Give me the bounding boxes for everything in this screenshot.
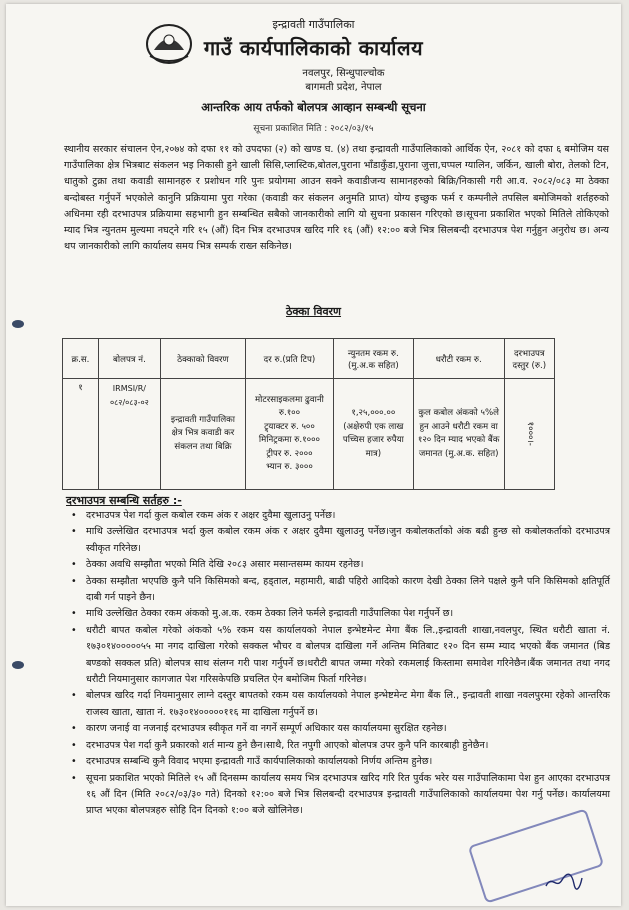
contract-section-title: ठेक्का विवरण	[285, 305, 342, 318]
bullet-icon: •	[71, 690, 77, 702]
col-fee: दरभाउपत्र दस्तुर (रु.)	[504, 339, 554, 379]
condition-text: बोलपत्र खरिद गर्दा नियमानुसार लाग्ने दस्तुर बापतको रकम यस कार्यालयको नेपाल इन्भेष्टमेन्ट मेगा बैंक लि., इन्द्रावती शाखा नवलपुरमा रहेको आन्तरिक राजस्व खाता, खाता नं. १७३०१४०००००११६ मा दाखिला गर्नुपर्ने छ।	[86, 690, 610, 718]
intro-paragraph: स्थानीय सरकार संचालन ऐन,२०७४ को दफा ११ को उपदफा (२) को खण्ड घ. (४) तथा इन्द्रावती गाउँपालिकाको आर्थिक ऐन, २०८१ को दफा ६ बमोजिम यस गाउँपालिका क्षेत्र भित्रबाट संकलन भइ निकासी हुने खाली सिसि,प्लास्टिक,बोतल,पुराना भाँडाकुँडा,पुराना जुत्ता,चप्पल ग्यालिन, जर्किन, खाली बोरा, तेलको टिन, धातुको टुक्रा तथा कवाडी सामानहरु र प्रशोधन गरि पुनः प्रयोगमा आउन सक्ने कवाडीजन्य सामानहरुको बिक्रि/निकासी गरी आ.व. २०८२/०८३ मा ठेक्का बन्दोबस्त गर्नुपर्ने भएकोले कानुनि प्रक्रियामा पुरा गरेका (कवाडी कर संकलन अनुमति प्राप्त) योग्य इच्छुक फर्म र कम्पनीले तपसिल बमोजिमको शर्तहरुको अधिनमा रही दरभाउपत्र प्रक्रियामा सहभागी हुन सम्बन्धित सबैको जानकारीको लागि यो सुचना प्रकासन गरिएको छ।सूचना प्रकाशित भएको मितिले तोकिएको म्याद भित्र न्युनतम मुल्यमा नघट्ने गरि १५ (औं) दिन भित्र दरभाउपत्र खरिद गरि १६ (औं) १२:०० बजे भित्र सिलबन्दी दरभाउपत्र पेश गर्नुहुन अनुरोध छ। अन्य थप जानकारीको लागि कार्यालय समय भित्र सम्पर्क राख्न सकिनेछ।	[64, 144, 609, 253]
rate-line: मिनिट्रकमा रु.१०००	[258, 435, 321, 445]
list-item	[62, 623, 610, 689]
cell-deposit: कुल कबोल अंकको ५%ले हुन आउने धरौटी रकम वा १२० दिन म्याद भएको बैंक जमानत (मु.अ.क. सहित)	[413, 379, 504, 490]
published-date: सूचना प्रकाशित मिति : २०८२/०३/१५	[253, 124, 374, 134]
signature-icon	[544, 870, 584, 892]
bullet-icon: •	[71, 510, 77, 521]
condition-text: कारण जनाई वा नजनाई दरभाउपत्र स्वीकृत गर्ने वा नगर्ने सम्पूर्ण अधिकार यस कार्यालयमा सुरक्षित रहनेछ।	[86, 723, 447, 735]
cell-min-amount: १,२५,०००.०० (अक्षेरुपी एक लाख पच्चिस हजार रुपैया मात्र)	[333, 379, 413, 490]
bullet-icon: •	[71, 723, 77, 735]
condition-text: धरौटी बापत कबोल गरेको अंकको ५% रकम यस कार्यालयको नेपाल इन्भेष्टमेन्ट मेगा बैंक लि.,इन्द्रावती शाखा,नवलपुर, स्थित धरौटी खाता नं. १७३०१४०००००५५ मा नगद दाखिला गरेको सक्कल भौचर व बोलपत्र दाखिला गर्ने अन्तिम मितिबाट १२० दिन सम्म म्याद भएको बैंक जमानत (बिड बण्डको सक्कल प्रति) बोलपत्र साथ संलग्न गरी पाश गर्नुपर्ने छ।धरौटी बापत जम्मा गरेको रकमलाई किस्तामा समावेश गरिनेछैन।बैंक जमानत तथा नगद धरौटी नियमानुसार कागजात पेश गरिसकेपछि प्रचलित ऐन बमोजिम फिर्ता गरिनेछ।	[86, 624, 610, 686]
notice-title: आन्तरिक आय तर्फको बोलपत्र आव्हान सम्बन्धी सूचना	[201, 100, 426, 114]
condition-text: दरभाउपत्र सम्बन्धि कुनै विवाद भएमा इन्द्रावती गाउँ कार्यपालिकाको कार्यालयको निर्णय अन्तिम हुनेछ।	[86, 756, 433, 768]
col-bid-no: बोलपत्र नं.	[98, 339, 160, 379]
conditions-list	[62, 508, 610, 820]
condition-text: माथि उल्लेखित दरभाउपत्र भर्दा कुल कबोल रकम अंक र अक्षर दुवैमा खुलाउनु पर्नेछ।जुन कबोलकर्ताको अंक बढी हुन्छ सो कबोलकर्ताको दरभाउपत्र स्वीकृत गरिनेछ।	[86, 526, 610, 554]
address-line-1: नवलपुर, सिन्धुपाल्चोक	[302, 68, 385, 79]
rate-line: भ्यान रु. ३०००	[266, 462, 313, 472]
list-item	[62, 508, 610, 524]
list-item	[62, 606, 610, 622]
cell-fee	[504, 379, 554, 490]
list-item	[62, 754, 610, 770]
binder-hole	[12, 320, 24, 328]
binder-hole	[12, 661, 24, 669]
bullet-icon: •	[71, 624, 77, 636]
condition-text: ठेक्का सम्झौता भएपछि कुनै पनि किसिमको बन्द, हड्ताल, महामारी, बाढी पहिरो आदिको कारण देखी ठेक्का लिने पक्षले कुनै पनि किसिमको क्षतिपूर्ति दाबी गर्न पाइने छैन।	[86, 575, 610, 604]
col-min-amount: न्युनतम रकम रु.(मु.अ.क सहित)	[333, 339, 413, 379]
cell-rates	[245, 379, 333, 490]
contract-table	[62, 338, 555, 490]
bullet-icon: •	[71, 772, 77, 784]
fee-value: १०००।-	[525, 421, 536, 447]
list-item	[62, 721, 610, 737]
condition-text: दरभाउपत्र पेश गर्दा कुनै प्रकारको शर्त मान्य हुने छैन।साथै, रित नपुगी आएको बोलपत्र उपर कुनै पनि कारबाही हुनेछैन।	[86, 739, 489, 751]
bullet-icon: •	[71, 608, 77, 620]
office-name: गाउँ कार्यपालिकाको कार्यालय	[203, 36, 424, 60]
list-item	[62, 574, 610, 607]
conditions-title: दरभाउपत्र सम्बन्धि सर्तहरु :-	[66, 494, 182, 507]
municipality-name: इन्द्रावती गाउँपालिका	[272, 18, 355, 31]
condition-text: ठेक्का अवधि सम्झौता भएको मिति देखि २०८३ असार मसान्तसम्म कायम रहनेछ।	[86, 559, 364, 571]
col-sn: क्र.स.	[63, 339, 99, 379]
table-row	[63, 379, 555, 490]
list-item	[62, 771, 610, 820]
cell-sn: १	[63, 379, 99, 490]
bullet-icon: •	[71, 756, 77, 768]
address-line-2: बागमती प्रदेश, नेपाल	[305, 82, 382, 93]
list-item	[62, 688, 610, 721]
condition-text: सूचना प्रकाशित भएको मितिले १५ औं दिनसम्म कार्यालय समय भित्र दरभाउपत्र खरिद गरि रित पुर्वक भरेर यस गाउँपालिकामा पेश हुन आएका दरभाउपत्र १६ औं दिन (मिति २०८२/०३/३० गते) दिनको १२:०० बजे भित्र सिलबन्दी दरभाउपत्र इन्द्रावती गाउँपालिकाको कार्यालयमा पेश गर्नु पर्नेछ। कार्यालयमा प्राप्त भएका बोलपत्रहरु सोहि दिन दिनको १:०० बजे खोलिनेछ।	[86, 772, 610, 817]
cell-bid-no: IRMSI/R/०८२/०८३-०२	[98, 379, 160, 490]
rate-line: ट्र्याक्टर रु. ५००	[264, 421, 315, 432]
list-item	[62, 524, 610, 557]
col-description: ठेक्काको विवरण	[160, 339, 245, 379]
col-rate: दर रु.(प्रति टिप)	[245, 339, 333, 379]
bullet-icon: •	[71, 526, 77, 538]
bullet-icon: •	[71, 559, 77, 571]
list-item	[62, 738, 610, 754]
condition-text: दरभाउपत्र पेश गर्दा कुल कबोल रकम अंक र अक्षर दुवैमा खुलाउनु पर्नेछ।	[86, 510, 336, 521]
col-deposit: धरौटी रकम रु.	[413, 339, 504, 379]
list-item	[62, 557, 610, 573]
bullet-icon: •	[71, 575, 77, 587]
bullet-icon: •	[71, 739, 77, 751]
condition-text: माथि उल्लेखित ठेक्का रकम अंकको मु.अ.क. रकम ठेक्का लिने फर्मले इन्द्रावती गाउँपालिका पेश गर्नुपर्ने छ।	[86, 608, 454, 620]
table-header-row	[63, 339, 555, 379]
rate-line: ट्रीपर रु. २०००	[266, 448, 313, 459]
notice-page	[6, 4, 621, 906]
cell-description: इन्द्रावती गाउँपालिका क्षेत्र भित्र कवाडी कर संकलन तथा बिक्रि	[160, 379, 245, 490]
rate-line: मोटरसाइकलमा ढुवानी रु.१००	[255, 394, 324, 418]
